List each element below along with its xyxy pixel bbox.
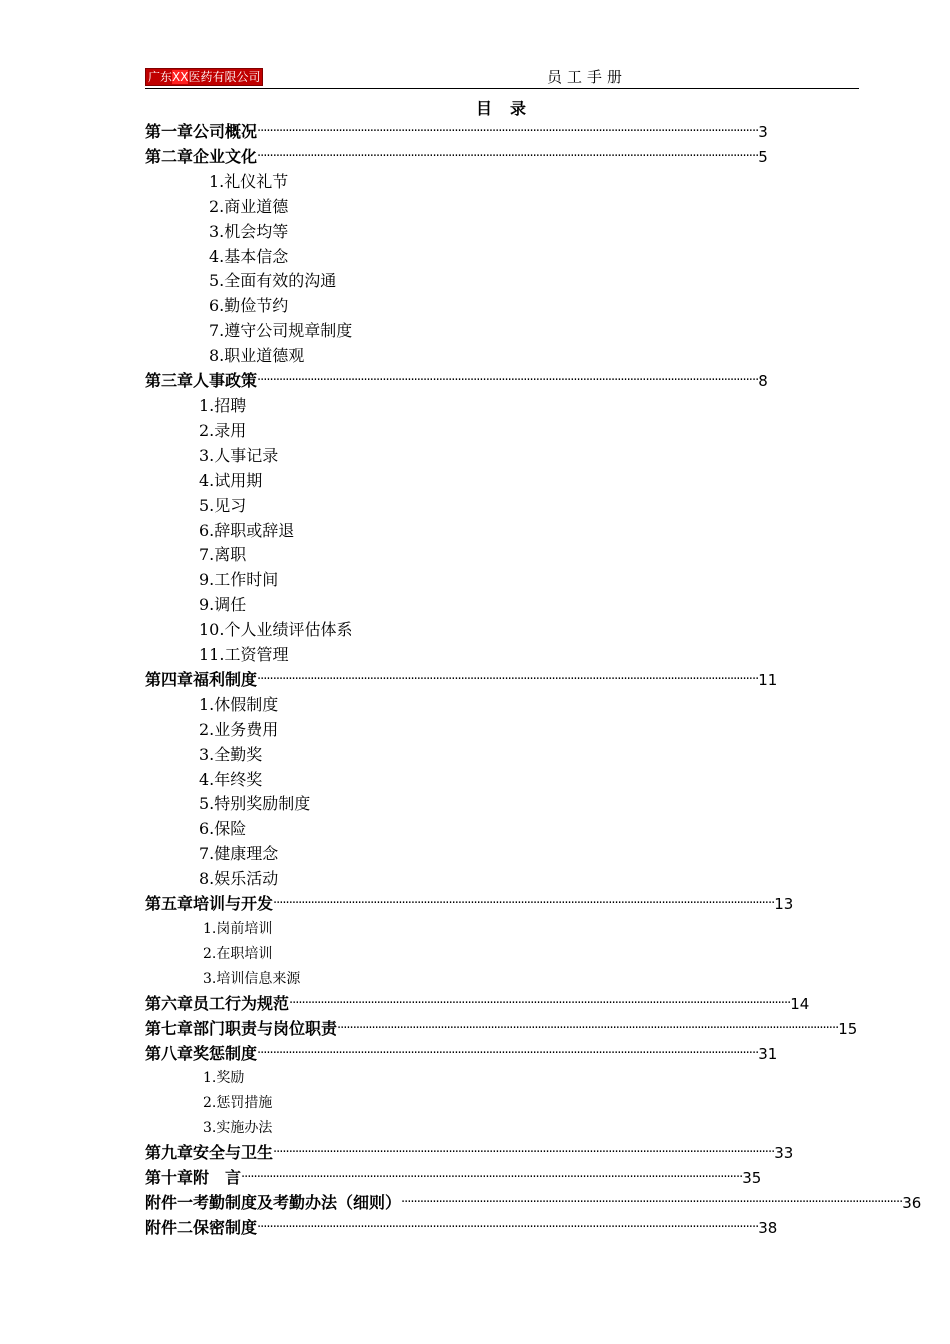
page-number: 11 [758, 670, 778, 689]
toc-chapter-entry[interactable] [145, 1042, 778, 1067]
chapter-number: 第三章 [145, 371, 194, 391]
toc-chapter-entry[interactable] [145, 1166, 762, 1191]
page-header [145, 66, 859, 89]
toc-chapter-entry[interactable] [145, 892, 794, 917]
leader-dots: ································································································································································ [337, 1020, 839, 1036]
toc-section-entry[interactable]: 5.全面有效的沟通 [209, 271, 337, 291]
leader-dots: ································································································································································ [257, 1045, 759, 1061]
page-number: 15 [838, 1019, 858, 1038]
chapter-title: 公司概况 [193, 122, 258, 141]
page-number: 5 [758, 147, 768, 166]
toc-section-entry[interactable]: 7.健康理念 [199, 844, 279, 864]
toc-section-entry[interactable]: 9.工作时间 [199, 570, 279, 590]
toc-section-entry[interactable]: 5.特别奖励制度 [199, 794, 311, 814]
toc-section-entry[interactable]: 6.保险 [199, 819, 247, 839]
chapter-number: 附件二 [145, 1217, 194, 1237]
toc-section-entry[interactable]: 1.礼仪礼节 [209, 171, 289, 191]
leader-dots: ································································································································································ [257, 671, 759, 687]
toc-section-entry[interactable]: 1.奖励 [203, 1070, 245, 1087]
toc-chapter-entry[interactable] [145, 369, 768, 394]
toc-section-entry[interactable]: 6.勤俭节约 [209, 296, 289, 316]
toc-section-entry[interactable]: 1.岗前培训 [203, 921, 273, 937]
toc-section-entry[interactable]: 7.遵守公司规章制度 [209, 321, 353, 341]
chapter-number: 第十章 [145, 1168, 194, 1188]
leader-dots: ································································································································································ [273, 896, 775, 912]
chapter-number: 附件一 [145, 1192, 194, 1212]
toc-section-entry[interactable]: 3.实施办法 [203, 1120, 273, 1137]
company-name-prefix: 广东 [148, 70, 173, 84]
leader-dots: ································································································································································ [401, 1194, 903, 1210]
toc-section-entry[interactable]: 9.调任 [199, 595, 247, 615]
toc-chapter-entry[interactable] [145, 145, 768, 170]
table-of-contents [145, 120, 922, 1241]
toc-section-entry[interactable]: 4.基本信念 [209, 246, 289, 266]
page-number: 36 [902, 1193, 922, 1212]
leader-dots: ································································································································································ [241, 1170, 743, 1186]
toc-section-entry[interactable]: 8.职业道德观 [209, 346, 305, 366]
toc-section-entry[interactable]: 1.休假制度 [199, 694, 279, 714]
toc-section-entry[interactable]: 3.全勤奖 [199, 744, 263, 764]
toc-section-entry[interactable]: 3.机会均等 [209, 221, 289, 241]
page-number: 38 [758, 1218, 778, 1237]
leader-dots: ································································································································································ [257, 124, 759, 139]
toc-chapter-entry[interactable] [145, 1191, 922, 1216]
chapter-number: 第五章 [145, 894, 194, 914]
chapter-number: 第六章 [145, 993, 194, 1013]
toc-section-entry[interactable]: 4.试用期 [199, 470, 263, 490]
toc-section-entry[interactable]: 2.业务费用 [199, 719, 279, 739]
company-name-placeholder: XX [172, 70, 189, 84]
toc-section-entry[interactable]: 4.年终奖 [199, 769, 263, 789]
chapter-title: 部门职责与岗位职责 [193, 1018, 338, 1038]
toc-section-entry[interactable]: 2.在职培训 [203, 945, 273, 962]
leader-dots: ································································································································································ [257, 1219, 759, 1235]
toc-section-entry[interactable]: 2.商业道德 [209, 196, 289, 216]
toc-chapter-entry[interactable] [145, 1017, 858, 1042]
chapter-title: 员工行为规范 [193, 993, 290, 1013]
leader-dots: ································································································································································ [289, 995, 791, 1011]
manual-title: 员工手册 [547, 68, 628, 86]
page-number: 33 [774, 1144, 794, 1163]
toc-chapter-entry[interactable] [145, 120, 768, 145]
toc-chapter-entry[interactable] [145, 1216, 778, 1241]
toc-chapter-entry[interactable] [145, 668, 778, 693]
page-number: 8 [758, 372, 768, 391]
leader-dots: ································································································································································ [257, 148, 759, 164]
chapter-title: 奖惩制度 [193, 1043, 258, 1063]
page-number: 14 [790, 994, 810, 1013]
toc-section-entry[interactable]: 3.培训信息来源 [203, 970, 301, 987]
toc-section-entry[interactable]: 2.录用 [199, 420, 247, 440]
chapter-number: 第九章 [145, 1143, 194, 1163]
toc-section-entry[interactable]: 2.惩罚措施 [203, 1095, 273, 1112]
page-number: 31 [758, 1044, 778, 1063]
chapter-title: 培训与开发 [193, 894, 274, 914]
toc-section-entry[interactable]: 3.人事记录 [199, 445, 279, 465]
page-number: 35 [742, 1169, 762, 1188]
chapter-title: 人事政策 [193, 371, 258, 391]
chapter-title: 福利制度 [193, 669, 258, 689]
toc-section-entry[interactable]: 7.离职 [199, 545, 247, 565]
chapter-number: 第七章 [145, 1018, 194, 1038]
toc-title: 目录 [476, 99, 545, 118]
chapter-title: 安全与卫生 [193, 1143, 274, 1163]
chapter-title: 考勤制度及考勤办法（细则） [193, 1192, 402, 1212]
leader-dots: ································································································································································ [273, 1145, 775, 1161]
toc-chapter-entry[interactable] [145, 1141, 794, 1166]
chapter-title: 企业文化 [193, 146, 258, 166]
toc-section-entry[interactable]: 6.辞职或辞退 [199, 520, 295, 540]
chapter-title: 保密制度 [193, 1217, 258, 1237]
company-name-suffix: 医药有限公司 [188, 70, 261, 84]
toc-section-entry[interactable]: 10.个人业绩评估体系 [199, 620, 353, 640]
toc-chapter-entry[interactable] [145, 992, 810, 1017]
page-number: 13 [774, 895, 794, 914]
chapter-number: 第八章 [145, 1043, 194, 1063]
chapter-number: 第一章 [145, 122, 194, 141]
leader-dots: ································································································································································ [257, 373, 759, 389]
toc-section-entry[interactable]: 8.娱乐活动 [199, 869, 279, 889]
toc-section-entry[interactable]: 11.工资管理 [199, 645, 289, 665]
toc-section-entry[interactable]: 5.见习 [199, 495, 247, 515]
chapter-title: 附 言 [193, 1168, 242, 1188]
company-name [145, 68, 263, 86]
toc-section-entry[interactable]: 1.招聘 [199, 395, 247, 415]
page-number: 3 [758, 123, 768, 141]
chapter-number: 第四章 [145, 669, 194, 689]
chapter-number: 第二章 [145, 146, 194, 166]
